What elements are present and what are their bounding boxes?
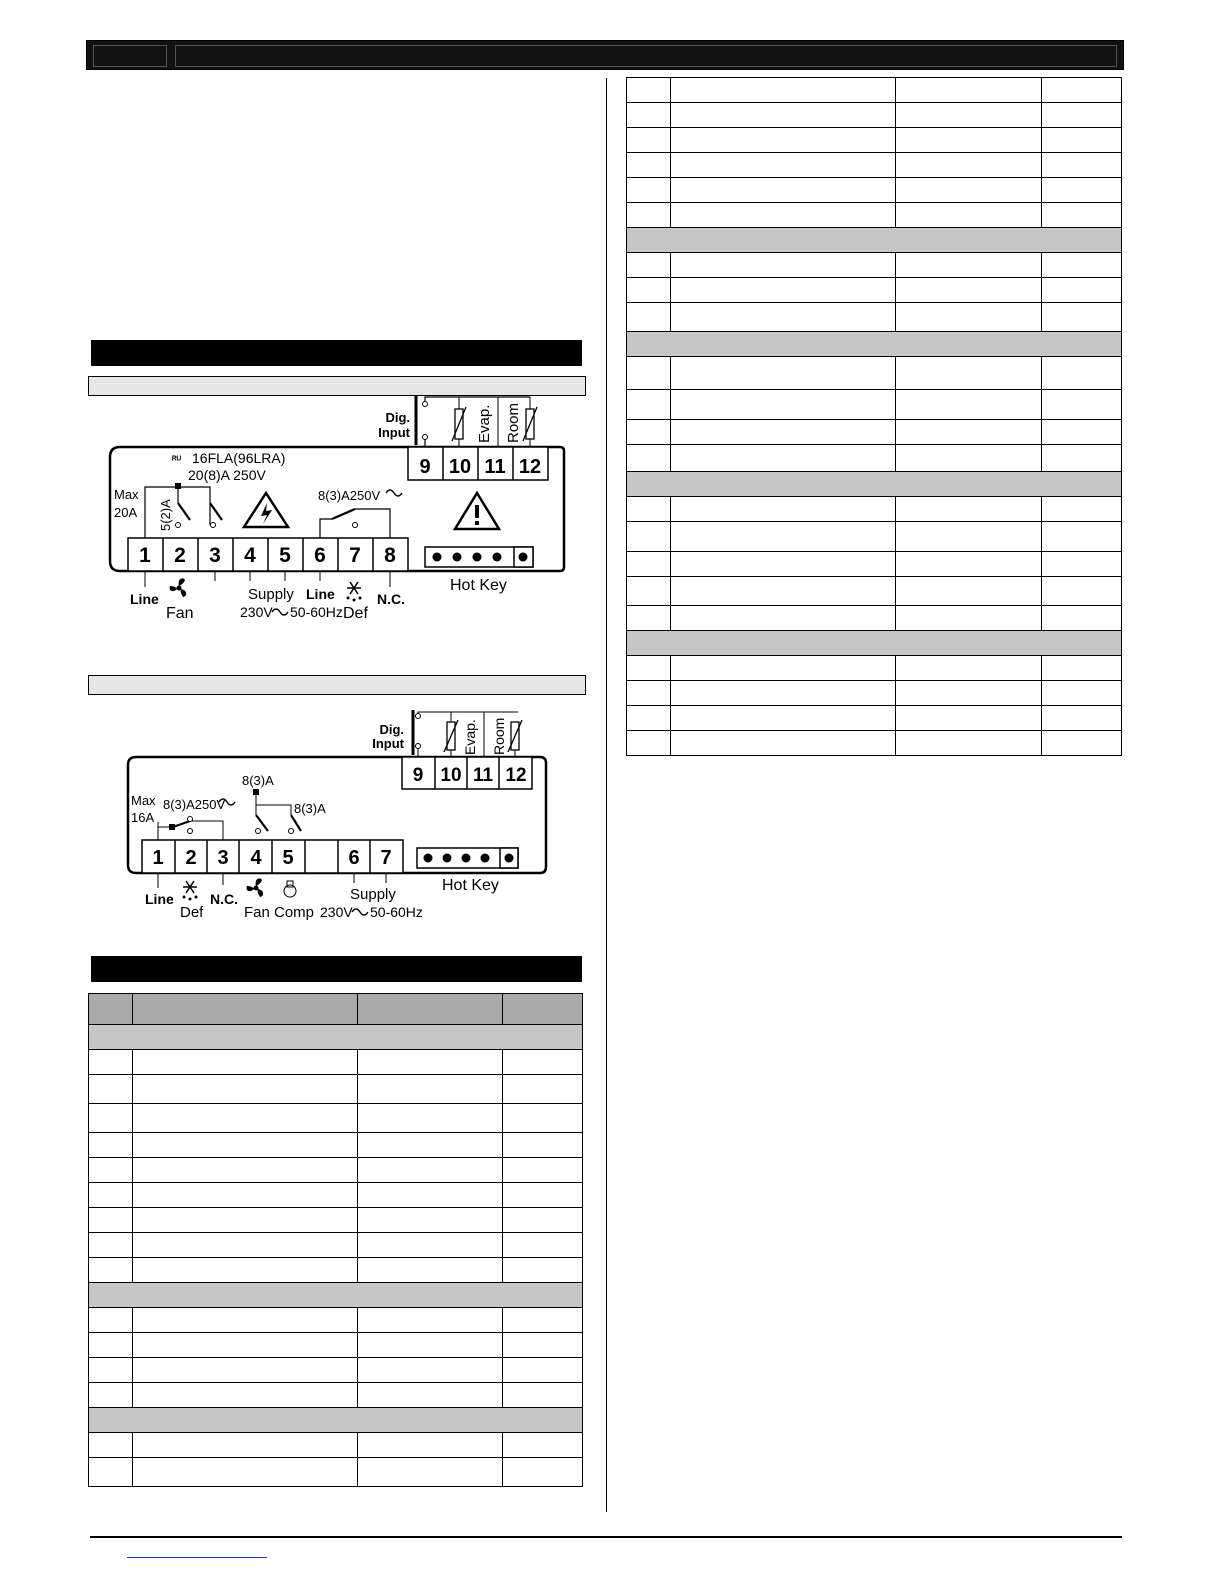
- dig-input-label: [378, 410, 410, 440]
- table-row: [89, 1358, 583, 1383]
- top-terminal-block: [402, 757, 532, 789]
- fan-relay-rating: 8(3)A: [242, 773, 274, 788]
- parameters-table-right: [626, 77, 1122, 756]
- table-row: [627, 303, 1122, 332]
- terminal-1: 1: [152, 847, 164, 869]
- nc-label: N.C.: [210, 891, 238, 907]
- table-row: [627, 445, 1122, 472]
- terminal-11: 11: [472, 765, 494, 786]
- table-row: [89, 1075, 583, 1104]
- bottom-terminal-block: [142, 840, 403, 873]
- svg-text:Max: Max: [114, 487, 139, 502]
- parameters-table-left: [88, 993, 583, 1487]
- defrost-icon: [183, 881, 198, 901]
- table-row: [627, 78, 1122, 103]
- table-row: [627, 278, 1122, 303]
- terminal-5: 5: [282, 847, 294, 869]
- fan-icon: [170, 578, 187, 597]
- terminal-12: 12: [518, 456, 542, 478]
- table-row: [89, 1258, 583, 1283]
- top-terminal-block: [408, 447, 548, 480]
- table-row: [89, 1383, 583, 1408]
- section-title-bar-parameters: [91, 956, 582, 982]
- table-row: [89, 1104, 583, 1133]
- terminal-12: 12: [505, 765, 527, 786]
- table-row: [627, 522, 1122, 552]
- table-row: [627, 390, 1122, 420]
- max-current-label: [131, 793, 156, 825]
- table-row: [627, 253, 1122, 278]
- terminal-11: 11: [484, 456, 506, 478]
- table-section-row: [627, 332, 1122, 357]
- svg-text:20A: 20A: [114, 505, 138, 520]
- def-relay-rating: 8(3)A250V: [163, 797, 226, 812]
- table-row: [89, 1433, 583, 1458]
- hot-key-label: Hot Key: [442, 877, 499, 894]
- supply-label: Supply: [248, 586, 294, 603]
- room-label: Room: [491, 717, 507, 755]
- table-row: [627, 706, 1122, 731]
- terminal-7: 7: [349, 544, 361, 567]
- line-label-1: Line: [130, 591, 159, 607]
- terminal-9: 9: [419, 456, 431, 478]
- caution-warning-icon: [455, 493, 499, 529]
- table-row: [627, 577, 1122, 606]
- footer-rule: [90, 1536, 1122, 1538]
- svg-text:Dig.: Dig.: [385, 410, 410, 425]
- terminal-4: 4: [250, 847, 262, 869]
- max-current-label: [114, 487, 139, 520]
- table-row: [89, 1183, 583, 1208]
- terminal-9: 9: [412, 765, 424, 786]
- supply-frequency-label: 50-60Hz: [290, 604, 343, 620]
- table-row: [627, 153, 1122, 178]
- column-divider: [606, 78, 607, 1512]
- table-row: [627, 497, 1122, 522]
- table-row: [89, 1133, 583, 1158]
- table-row: [89, 1050, 583, 1075]
- rating-fla: 16FLA(96LRA): [192, 450, 286, 466]
- table-row: [627, 103, 1122, 128]
- fan-icon: [247, 878, 264, 897]
- table-section-row: [89, 1025, 583, 1050]
- supply-voltage-label: 230V: [240, 604, 273, 620]
- table-row: [627, 552, 1122, 577]
- table-section-row: [89, 1283, 583, 1308]
- svg-text:Max: Max: [131, 793, 156, 808]
- section-title-bar-connections: [91, 340, 582, 366]
- terminal-1: 1: [139, 544, 151, 567]
- table-section-row: [627, 631, 1122, 656]
- table-row: [627, 178, 1122, 203]
- terminal-2: 2: [174, 544, 186, 567]
- supply-label: Supply: [350, 886, 396, 903]
- table-row: [89, 1333, 583, 1358]
- table-row: [89, 1308, 583, 1333]
- svg-text:16A: 16A: [131, 810, 155, 825]
- compressor-icon: [284, 881, 296, 897]
- table-header-row: [89, 994, 583, 1025]
- svg-text:Input: Input: [378, 425, 410, 440]
- table-row: [627, 203, 1122, 228]
- terminal-3: 3: [217, 847, 229, 869]
- hot-key-connector: [425, 547, 533, 567]
- table-row: [627, 681, 1122, 706]
- terminal-4: 4: [244, 544, 256, 567]
- fan-relay-rating: 5(2)A: [158, 499, 173, 531]
- evap-label: Evap.: [462, 719, 478, 755]
- subsection-bar-model-1: [88, 376, 586, 396]
- bottom-terminal-block: [128, 538, 408, 571]
- footer-link[interactable]: [127, 1557, 267, 1558]
- svg-text:Input: Input: [372, 736, 404, 751]
- terminal-6: 6: [348, 847, 360, 869]
- line-label-2: Line: [306, 586, 335, 602]
- comp-label: Comp: [274, 904, 315, 921]
- hot-key-label: Hot Key: [450, 577, 507, 594]
- svg-text:Dig.: Dig.: [379, 722, 404, 737]
- fan-label: Fan: [244, 904, 270, 921]
- line-label: Line: [145, 891, 174, 907]
- header-bar: [86, 40, 1124, 70]
- hot-key-connector: [417, 848, 518, 868]
- table-row: [89, 1208, 583, 1233]
- terminal-2: 2: [185, 847, 197, 869]
- room-label: Room: [505, 402, 522, 443]
- def-label: Def: [180, 904, 204, 921]
- dig-input-label: [372, 722, 404, 751]
- terminal-10: 10: [440, 765, 462, 786]
- table-row: [627, 731, 1122, 756]
- table-row: [89, 1158, 583, 1183]
- wiring-diagram-1: [100, 395, 580, 635]
- table-row: [627, 420, 1122, 445]
- def-label: Def: [343, 605, 368, 622]
- header-tab-right: [175, 45, 1117, 67]
- comp-relay-rating: 8(3)A: [294, 801, 326, 816]
- table-section-row: [627, 472, 1122, 497]
- header-tab-left: [93, 45, 167, 67]
- high-voltage-warning-icon: [244, 493, 288, 527]
- evap-label: Evap.: [476, 404, 493, 443]
- wiring-diagram-2: [118, 705, 558, 930]
- fan-label: Fan: [166, 605, 194, 622]
- terminal-10: 10: [448, 456, 472, 478]
- subsection-bar-model-2: [88, 675, 586, 695]
- supply-voltage-label: 230V: [320, 904, 353, 920]
- table-row: [627, 128, 1122, 153]
- table-row: [627, 357, 1122, 390]
- table-row: [627, 606, 1122, 631]
- table-row: [89, 1233, 583, 1258]
- terminal-7: 7: [380, 847, 392, 869]
- supply-frequency-label: 50-60Hz: [370, 904, 423, 920]
- terminal-6: 6: [314, 544, 326, 567]
- rating-amps: 20(8)A 250V: [188, 467, 266, 483]
- defrost-icon: [347, 582, 362, 602]
- def-relay-rating: 8(3)A250V: [318, 488, 381, 503]
- ul-mark-icon: ᴿᵁ: [172, 455, 181, 466]
- table-section-row: [627, 228, 1122, 253]
- terminal-8: 8: [384, 544, 396, 567]
- terminal-5: 5: [279, 544, 291, 567]
- terminal-3: 3: [209, 544, 221, 567]
- nc-label: N.C.: [377, 591, 405, 607]
- table-row: [89, 1458, 583, 1487]
- table-row: [627, 656, 1122, 681]
- table-section-row: [89, 1408, 583, 1433]
